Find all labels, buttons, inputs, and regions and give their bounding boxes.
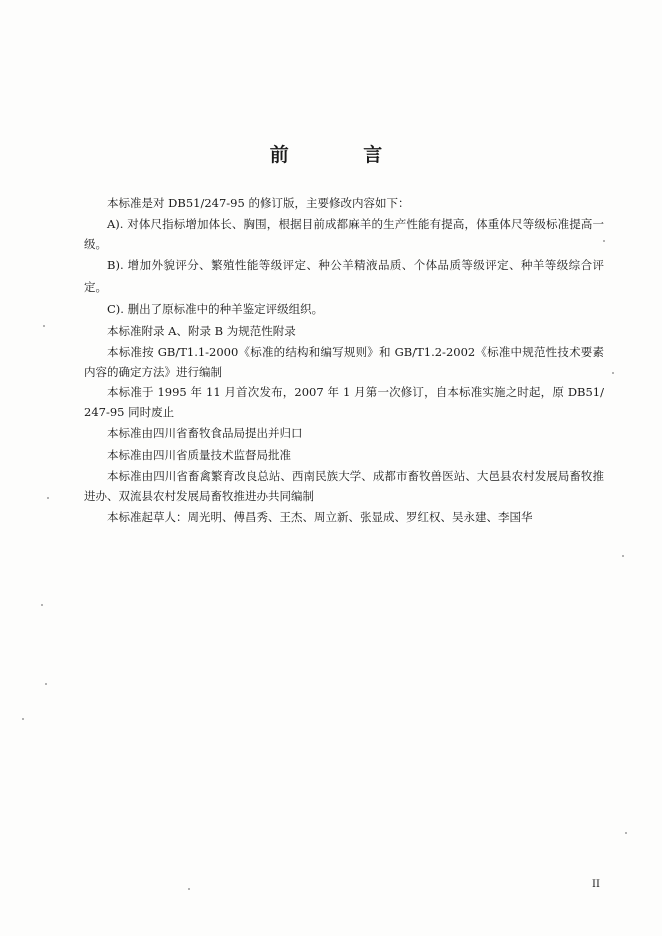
scan-speck bbox=[45, 683, 47, 685]
scan-speck bbox=[41, 604, 43, 606]
scan-speck bbox=[622, 555, 624, 557]
preface-paragraph-drafters: 本标准起草人：周光明、傅昌秀、王杰、周立新、张显成、罗红权、吴永建、李国华 bbox=[107, 510, 533, 524]
scan-speck bbox=[47, 497, 49, 499]
preface-paragraph-drafting-rules: 本标准按 GB/T1.1-2000《标准的结构和编写规则》和 GB/T1.2-2002《标准中规范性技术要素内容的确定方法》进行编制 bbox=[84, 345, 604, 379]
scan-speck bbox=[22, 718, 24, 720]
preface-body bbox=[84, 192, 604, 528]
preface-paragraph-a: A). 对体尺指标增加体长、胸围，根据目前成都麻羊的生产性能有提高，体重体尺等级标准提高一级。 bbox=[84, 217, 604, 251]
scan-speck bbox=[43, 325, 45, 327]
preface-paragraph-b: B). 增加外貌评分、繁殖性能等级评定、种公羊精液品质、个体品质等级评定、种羊等级综合评定。 bbox=[84, 258, 604, 294]
page-number: II bbox=[592, 879, 600, 890]
scan-speck bbox=[603, 240, 605, 242]
preface-paragraph-appendix: 本标准附录 A、附录 B 为规范性附录 bbox=[107, 324, 296, 338]
scan-speck bbox=[612, 372, 614, 374]
preface-paragraph-proposer: 本标准由四川省畜牧食品局提出并归口 bbox=[107, 426, 303, 440]
preface-paragraph-approver: 本标准由四川省质量技术监督局批准 bbox=[107, 448, 291, 462]
preface-paragraph-intro: 本标准是对 DB51/247-95 的修订版，主要修改内容如下： bbox=[107, 196, 410, 210]
scan-speck bbox=[188, 888, 190, 890]
page-title: 前 言 bbox=[269, 144, 417, 166]
preface-paragraph-organizations: 本标准由四川省畜禽繁育改良总站、西南民族大学、成都市畜牧兽医站、大邑县农村发展局畜牧推进办、双流县农村发展局畜牧推进办共同编制 bbox=[84, 469, 604, 503]
preface-paragraph-c: C). 删出了原标准中的种羊鉴定评级组织。 bbox=[107, 302, 324, 316]
scan-speck bbox=[625, 832, 627, 834]
preface-paragraph-history: 本标准于 1995 年 11 月首次发布，2007 年 1 月第一次修订，自本标准实施之时起，原 DB51/247-95 同时废止 bbox=[84, 385, 604, 419]
